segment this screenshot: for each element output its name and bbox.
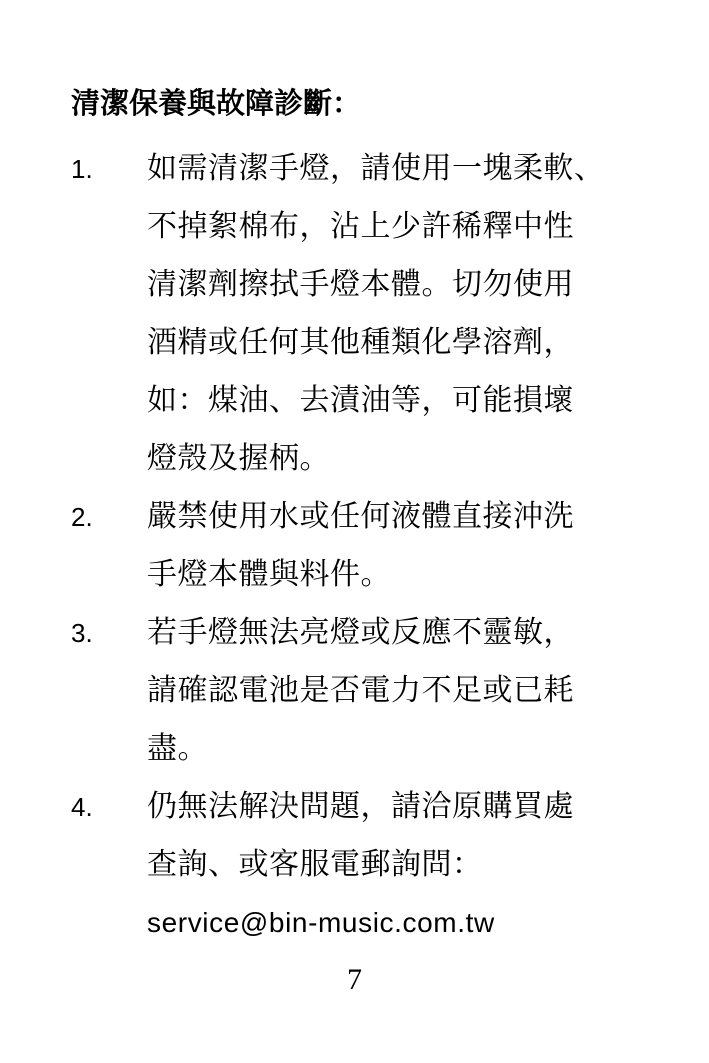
item-number: 3.: [71, 618, 93, 648]
list-item-1: [71, 140, 671, 488]
item-number: 2.: [71, 502, 93, 532]
item-line: 請確認電池是否電力不足或已耗: [147, 673, 574, 708]
item-line: 清潔劑擦拭手燈本體。切勿使用: [147, 267, 574, 302]
list-item-4: [71, 778, 671, 952]
item-line: 查詢、或客服電郵詢問：: [147, 847, 483, 882]
item-line: 燈殼及握柄。: [147, 441, 330, 476]
list-item-3: [71, 604, 671, 778]
item-line: 仍無法解決問題，請洽原購買處: [147, 789, 574, 824]
item-text: [147, 604, 671, 778]
item-number: 4.: [71, 792, 93, 822]
item-text: [147, 140, 671, 488]
item-line: 不掉絮棉布，沾上少許稀釋中性: [147, 209, 574, 244]
item-line: 如：煤油、去漬油等，可能損壞: [147, 383, 574, 418]
troubleshooting-list: [71, 140, 671, 952]
item-line: 酒精或任何其他種類化學溶劑，: [147, 325, 574, 360]
item-text: [147, 488, 671, 604]
item-number: 1.: [71, 154, 93, 184]
item-text: [147, 778, 671, 952]
page-number: 7: [347, 963, 362, 996]
item-line: 若手燈無法亮燈或反應不靈敏，: [147, 615, 574, 650]
item-line: 如需清潔手燈，請使用一塊柔軟、: [147, 151, 605, 186]
item-line: 嚴禁使用水或任何液體直接沖洗: [147, 499, 574, 534]
section-heading: 清潔保養與故障診斷：: [71, 86, 362, 120]
item-line: 盡。: [147, 731, 208, 766]
item-line: 手燈本體與料件。: [147, 557, 391, 592]
support-email: service@bin-music.com.tw: [147, 907, 495, 938]
list-item-2: [71, 488, 671, 604]
